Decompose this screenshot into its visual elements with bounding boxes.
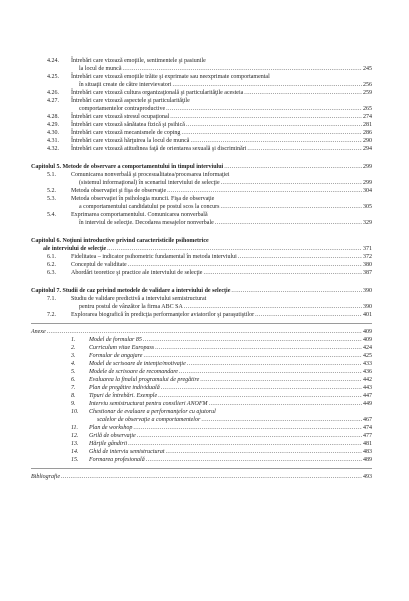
toc-annexes-heading <box>31 328 372 336</box>
toc-annex-10 <box>31 408 372 416</box>
toc-entry-page: 290 <box>363 138 372 144</box>
toc-annex-title: Chestionar de evaluare a performanţelor cu ajutorul <box>89 409 216 415</box>
toc-entry-number: 4.26. <box>47 90 59 96</box>
toc-annex-title: Model de scrisoare de intenţie/motivaţie <box>89 361 186 367</box>
section-divider <box>31 468 372 469</box>
toc-annex-title: Curriculum vitae Europass <box>89 345 155 351</box>
toc-entry-4-28 <box>31 113 372 121</box>
toc-entry-title-cont: a comportamentului candidatului pe postul scos la concurs <box>79 204 220 210</box>
toc-bibliography <box>31 473 372 481</box>
toc-annex-title: Hărţile gândirii <box>89 441 128 447</box>
toc-annex-title: Grilă de observaţie <box>89 433 136 439</box>
toc-entry-page: 299 <box>363 180 372 186</box>
toc-annex-number: 2. <box>71 345 76 351</box>
toc-annex-title: Plan de workshop <box>89 425 133 431</box>
toc-entry-title: Conceptul de validitate <box>71 262 127 268</box>
toc-annex-title: Formarea profesională <box>89 457 145 463</box>
toc-annex-7 <box>31 384 372 392</box>
toc-chapter-6 <box>31 237 372 245</box>
toc-annex-13 <box>31 440 372 448</box>
toc-annex-page: 447 <box>363 393 372 399</box>
toc-entry-page: 304 <box>363 188 372 194</box>
toc-annex-page: 483 <box>363 449 372 455</box>
table-of-contents <box>31 57 372 481</box>
toc-annex-number: 8. <box>71 393 76 399</box>
toc-annex-page: 481 <box>363 441 372 447</box>
toc-annex-number: 14. <box>71 449 79 455</box>
toc-entry-title: Studiu de validare predictivă a interviului semistructurat <box>71 296 207 302</box>
toc-entry-title: Întrebări care vizează sănătatea fizică şi psihică <box>71 122 185 128</box>
toc-annex-12 <box>31 432 372 440</box>
toc-annex-title: Plan de pregătire individuală <box>89 385 160 391</box>
toc-entry-4-31 <box>31 137 372 145</box>
toc-entry-number: 4.29. <box>47 122 59 128</box>
toc-entry-page: 329 <box>363 220 372 226</box>
toc-annex-number: 5. <box>71 369 76 375</box>
toc-entry-page: 265 <box>363 106 372 112</box>
toc-annex-number: 12. <box>71 433 79 439</box>
toc-annex-title-cont: scalelor de observaţie a comportamentelor <box>97 417 201 423</box>
toc-annex-9 <box>31 400 372 408</box>
toc-annex-4 <box>31 360 372 368</box>
toc-annex-number: 10. <box>71 409 79 415</box>
toc-entry-title: Întrebări care vizează hărţuirea la locul de muncă <box>71 138 190 144</box>
toc-entry-title-cont: în interviul de selecţie. Decodarea mesajelor nonverbale <box>79 220 214 226</box>
toc-annexes-page: 409 <box>363 329 372 335</box>
toc-entry-5-2 <box>31 187 372 195</box>
toc-entry-number: 4.32. <box>47 146 59 152</box>
toc-entry-4-26 <box>31 89 372 97</box>
toc-entry-5-3 <box>31 195 372 203</box>
toc-entry-6-3 <box>31 269 372 277</box>
toc-entry-number: 4.27. <box>47 98 59 104</box>
toc-annex-number: 7. <box>71 385 76 391</box>
toc-annex-number: 1. <box>71 337 76 343</box>
toc-annex-1 <box>31 336 372 344</box>
toc-annex-5 <box>31 368 372 376</box>
toc-entry-title: Explorarea biografică în predicţia performanţelor aviatorilor şi paraşutiştilor <box>71 312 255 318</box>
toc-entry-number: 4.28. <box>47 114 59 120</box>
toc-entry-number: 5.4. <box>47 212 56 218</box>
toc-entry-title: Întrebări care vizează mecanismele de coping <box>71 130 181 136</box>
toc-entry-number: 4.24. <box>47 58 59 64</box>
toc-entry-page: 372 <box>363 254 372 260</box>
toc-chapter-title: Capitolul 5. Metode de observare a comportamentului în timpul interviului <box>31 164 224 170</box>
toc-annex-8 <box>31 392 372 400</box>
toc-entry-page: 390 <box>363 304 372 310</box>
toc-entry-title-cont: (sistemul informaţional) în scenariul interviului de selecţie <box>79 180 220 186</box>
toc-annex-page: 436 <box>363 369 372 375</box>
toc-entry-number: 7.1. <box>47 296 56 302</box>
toc-entry-page: 281 <box>363 122 372 128</box>
toc-entry-number: 4.25. <box>47 74 59 80</box>
toc-entry-number: 5.3. <box>47 196 56 202</box>
toc-entry-title: Întrebări care vizează cultura organizaţională şi particularităţile acesteia <box>71 90 244 96</box>
toc-entry-number: 6.2. <box>47 262 56 268</box>
toc-entry-4-25 <box>31 73 372 81</box>
toc-entry-number: 6.1. <box>47 254 56 260</box>
toc-annex-number: 15. <box>71 457 79 463</box>
toc-entry-title: Comunicarea nonverbală şi procesualitatea/procesarea informaţiei <box>71 172 230 178</box>
toc-entry-4-27 <box>31 97 372 105</box>
toc-entry-4-24 <box>31 57 372 65</box>
toc-entry-title-cont: în situaţii create de către intervievatori <box>79 82 172 88</box>
toc-entry-page: 294 <box>363 146 372 152</box>
toc-annex-number: 4. <box>71 361 76 367</box>
toc-entry-number: 7.2. <box>47 312 56 318</box>
toc-entry-title: Întrebări care vizează atitudinea faţă de orientarea sexuală şi discriminări <box>71 146 247 152</box>
toc-bibliography-title: Bibliografie <box>31 474 60 480</box>
toc-entry-page: 380 <box>363 262 372 268</box>
toc-annex-page: 425 <box>363 353 372 359</box>
toc-annex-page: 443 <box>363 385 372 391</box>
toc-entry-page: 286 <box>363 130 372 136</box>
toc-annex-6 <box>31 376 372 384</box>
toc-annex-page: 477 <box>363 433 372 439</box>
toc-entry-page: 305 <box>363 204 372 210</box>
toc-chapter-title-cont: ale interviului de selecţie <box>43 246 107 252</box>
toc-entry-page: 387 <box>363 270 372 276</box>
toc-entry-title: Metoda observaţiei şi fişa de observaţie <box>71 188 167 194</box>
toc-annex-number: 11. <box>71 425 79 431</box>
toc-entry-number: 5.1. <box>47 172 56 178</box>
toc-chapter-5 <box>31 163 372 171</box>
toc-annex-page: 474 <box>363 425 372 431</box>
toc-entry-page: 256 <box>363 82 372 88</box>
toc-entry-page: 401 <box>363 312 372 318</box>
toc-annex-title: Modele de scrisoare de recomandare <box>89 369 178 375</box>
toc-chapter-title: Capitolul 7. Studii de caz privind metodele de validare a interviului de selecţie <box>31 288 231 294</box>
toc-annex-number: 9. <box>71 401 76 407</box>
toc-entry-title: Exprimarea comportamentului. Comunicarea nonverbală <box>71 212 208 218</box>
section-divider <box>31 323 372 324</box>
toc-annex-page: 424 <box>363 345 372 351</box>
toc-entry-title: Întrebări care vizează aspectele şi particularităţile <box>71 98 190 104</box>
toc-chapter-page: 390 <box>363 288 372 294</box>
toc-annex-title: Interviu semistructurat pentru consilieri ANOFM <box>89 401 208 407</box>
toc-chapter-7 <box>31 287 372 295</box>
toc-annex-15 <box>31 456 372 464</box>
toc-annex-page: 433 <box>363 361 372 367</box>
toc-entry-4-29 <box>31 121 372 129</box>
toc-annex-2 <box>31 344 372 352</box>
toc-entry-page: 274 <box>363 114 372 120</box>
toc-annex-3 <box>31 352 372 360</box>
toc-entry-title: Întrebări care vizează stresul ocupaţional <box>71 114 170 120</box>
toc-chapter-page: 371 <box>363 246 372 252</box>
toc-entry-4-32 <box>31 145 372 153</box>
toc-entry-title: Abordări teoretice şi practice ale interviului de selecţie <box>71 270 203 276</box>
toc-entry-title-cont: pentru postul de vânzător la firma ABC SA <box>79 304 183 310</box>
toc-entry-6-2 <box>31 261 372 269</box>
toc-annex-page: 467 <box>363 417 372 423</box>
toc-annex-title: Ghid de interviu semistructurat <box>89 449 165 455</box>
toc-entry-number: 4.30. <box>47 130 59 136</box>
toc-entry-number: 5.2. <box>47 188 56 194</box>
toc-entry-number: 6.3. <box>47 270 56 276</box>
toc-entry-page: 245 <box>363 66 372 72</box>
toc-entry-page: 259 <box>363 90 372 96</box>
toc-annex-page: 409 <box>363 337 372 343</box>
toc-entry-4-30 <box>31 129 372 137</box>
toc-annex-page: 449 <box>363 401 372 407</box>
toc-annex-title: Formular de angajare <box>89 353 143 359</box>
toc-annex-page: 489 <box>363 457 372 463</box>
toc-annex-title: Tipuri de întrebări. Exemple <box>89 393 158 399</box>
toc-annex-11 <box>31 424 372 432</box>
toc-entry-title-cont: comportamentelor contraproductive <box>79 106 166 112</box>
toc-entry-number: 4.31. <box>47 138 59 144</box>
toc-entry-title: Fidelitatea – indicator psihometric fundamental în metoda interviului <box>71 254 237 260</box>
toc-annex-number: 6. <box>71 377 76 383</box>
toc-entry-title: Metoda observaţiei în psihologia muncii. Fişa de observaţie <box>71 196 215 202</box>
toc-chapter-title: Capitolul 6. Noţiuni introductive privind caracteristicile psihometrice <box>31 238 209 244</box>
toc-bibliography-page: 493 <box>363 474 372 480</box>
toc-annex-14 <box>31 448 372 456</box>
toc-chapter-page: 299 <box>363 164 372 170</box>
toc-annex-title: Evaluarea la finalul programului de pregătire <box>89 377 200 383</box>
toc-annex-number: 13. <box>71 441 79 447</box>
toc-annex-title: Model de formular 85 <box>89 337 142 343</box>
toc-annex-page: 442 <box>363 377 372 383</box>
toc-annexes-title: Anexe <box>31 329 46 335</box>
toc-entry-7-1 <box>31 295 372 303</box>
toc-entry-title: Întrebări care vizează emoţiile trăite şi exprimate sau neexprimate comportamental <box>71 74 270 80</box>
toc-entry-title: Întrebări care vizează emoţiile, sentimentele şi pasiunile <box>71 58 206 64</box>
toc-annex-number: 3. <box>71 353 76 359</box>
toc-entry-5-4 <box>31 211 372 219</box>
toc-entry-5-1 <box>31 171 372 179</box>
toc-entry-title-cont: la locul de muncă <box>79 66 122 72</box>
toc-entry-7-2 <box>31 311 372 319</box>
toc-entry-6-1 <box>31 253 372 261</box>
